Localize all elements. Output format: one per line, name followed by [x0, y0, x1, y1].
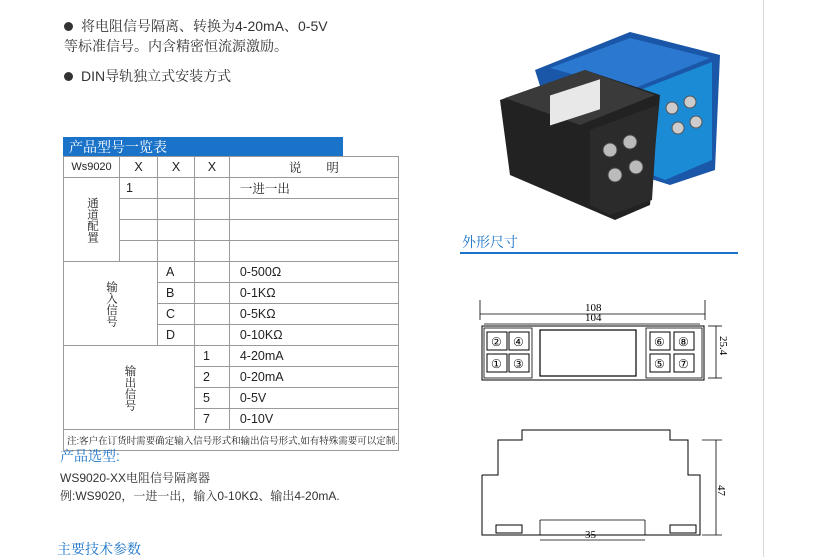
table-row	[64, 178, 399, 199]
selection-line2: 例:WS9020，一进一出，输入0-10KΩ、输出4-20mA.	[60, 489, 340, 503]
selection-line1: WS9020-XX电阻信号隔离器	[60, 471, 211, 485]
input-desc: 0-1KΩ	[229, 283, 398, 304]
selection-title: 产品选型:	[60, 448, 120, 464]
outline-title: 外形尺寸	[462, 234, 518, 250]
model-cell: Ws9020	[64, 157, 120, 178]
model-table-title: 产品型号一览表	[63, 137, 343, 157]
dim-side-label: 47	[715, 485, 727, 496]
terminal-label: ⑥	[654, 335, 665, 349]
bullet-2	[64, 66, 231, 86]
channel-code: 1	[119, 178, 157, 199]
output-code: 1	[194, 346, 229, 367]
x-cell: X	[119, 157, 157, 178]
top-view-window	[540, 330, 636, 376]
order-note: 注:客户在订货时需要确定输入信号形式和输出信号形式,如有特殊需要可以定制.	[64, 430, 399, 451]
output-desc: 0-10V	[229, 409, 398, 430]
outline-title-rule	[460, 252, 738, 254]
channel-label-cell	[64, 178, 120, 262]
input-desc: 0-5KΩ	[229, 304, 398, 325]
channel-desc: 一进一出	[229, 178, 398, 199]
model-table	[63, 156, 399, 451]
input-label: 输入信号	[105, 280, 117, 327]
output-label-cell	[64, 346, 195, 430]
input-label-cell	[64, 262, 158, 346]
x-cell: X	[158, 157, 195, 178]
channel-label: 通道配置	[85, 196, 98, 243]
output-code: 2	[194, 367, 229, 388]
terminal-label: ③	[513, 357, 524, 371]
terminal-label: ④	[513, 335, 524, 349]
terminal-label: ⑦	[678, 357, 689, 371]
side-view-body	[482, 430, 700, 535]
dim-bottom-label: 35	[585, 529, 596, 541]
input-code: A	[158, 262, 195, 283]
output-code: 5	[194, 388, 229, 409]
input-code: C	[158, 304, 195, 325]
bullet-1	[64, 16, 328, 36]
input-desc: 0-10KΩ	[229, 325, 398, 346]
table-row	[64, 262, 399, 283]
desc-header: 说 明	[229, 157, 398, 178]
input-code: D	[158, 325, 195, 346]
x-cell: X	[194, 157, 229, 178]
specs-title: 主要技术参数	[57, 541, 141, 557]
output-desc: 0-20mA	[229, 367, 398, 388]
bullet-2-line1: DIN导轨独立式安装方式	[81, 68, 232, 84]
terminal-label: ①	[491, 357, 502, 371]
bullet-dot-icon	[64, 22, 73, 31]
table-row	[64, 346, 399, 367]
dim-inner-label: 104	[585, 312, 602, 324]
product-photo	[490, 10, 750, 225]
table-row	[64, 157, 399, 178]
output-label: 输出信号	[123, 364, 136, 411]
dim-outer-label: 108	[585, 302, 602, 314]
terminal-label: ⑧	[678, 335, 689, 349]
outline-drawing	[460, 290, 760, 550]
bullet-1-line1: 将电阻信号隔离、转换为4-20mA、0-5V	[81, 18, 328, 34]
output-desc: 4-20mA	[229, 346, 398, 367]
bullet-1-cont: 等标准信号。内含精密恒流源激励。	[64, 38, 288, 54]
input-code: B	[158, 283, 195, 304]
output-code: 7	[194, 409, 229, 430]
input-desc: 0-500Ω	[229, 262, 398, 283]
bullet-dot-icon	[64, 72, 73, 81]
terminal-label: ②	[491, 335, 502, 349]
output-desc: 0-5V	[229, 388, 398, 409]
dim-height-label: 25.4	[717, 336, 729, 356]
terminal-label: ⑤	[654, 357, 665, 371]
page-edge-rule	[763, 0, 764, 557]
